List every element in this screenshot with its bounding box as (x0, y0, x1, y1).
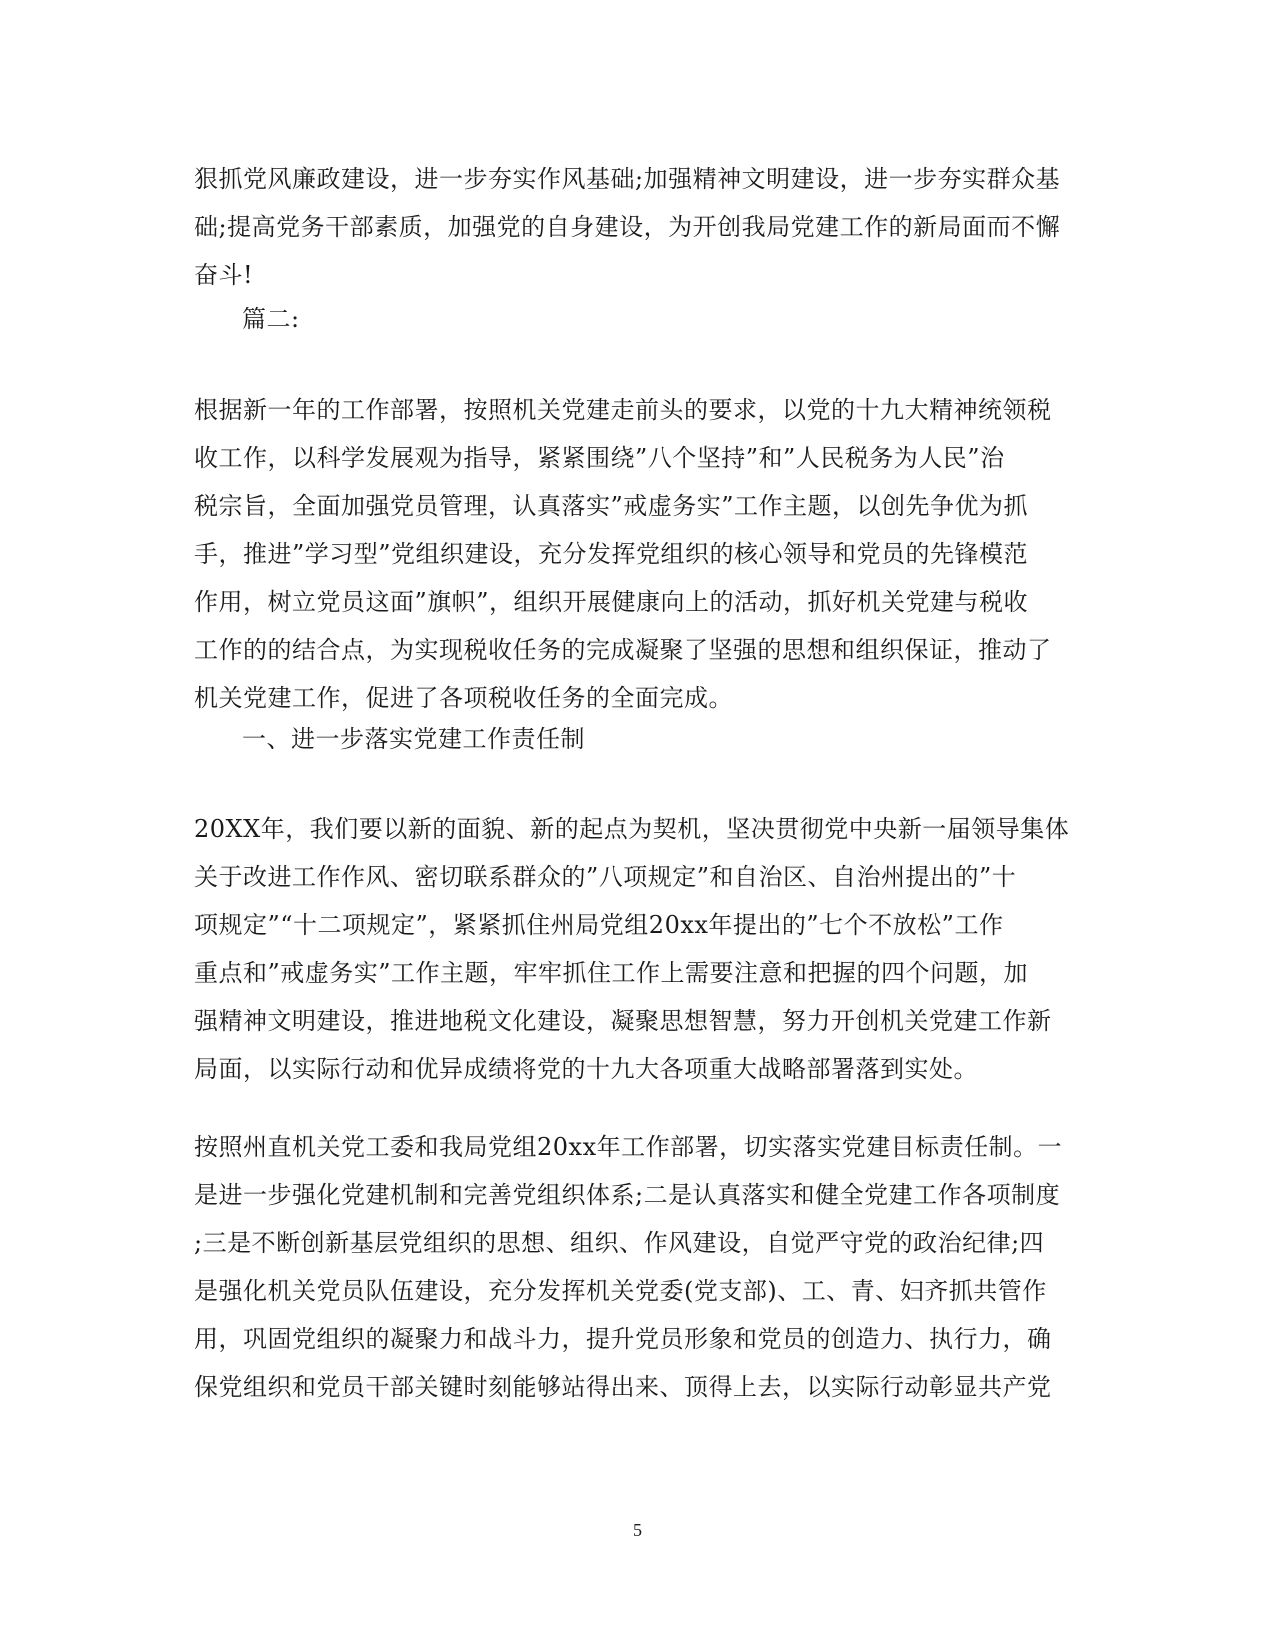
text-line: 是进一步强化党建机制和完善党组织体系;二是认真落实和健全党建工作各项制度 (194, 1181, 1061, 1209)
text-line: 用，巩固党组织的凝聚力和战斗力，提升党员形象和党员的创造力、执行力，确 (194, 1325, 1052, 1353)
text-line: 工作的的结合点，为实现税收任务的完成凝聚了坚强的思想和组织保证，推动了 (194, 636, 1052, 664)
section-label-text: 篇二: (242, 305, 300, 333)
text-line: 作用，树立党员这面”旗帜”，组织开展健康向上的活动，抓好机关党建与税收 (194, 588, 1029, 616)
heading-1-text: 一、进一步落实党建工作责任制 (242, 725, 585, 753)
text-line: 狠抓党风廉政建设，进一步夯实作风基础;加强精神文明建设，进一步夯实群众基 (194, 165, 1061, 193)
text-line: 重点和”戒虚务实”工作主题，牢牢抓住工作上需要注意和把握的四个问题，加 (194, 959, 1029, 987)
text-line: 手，推进”学习型”党组织建设，充分发挥党组织的核心领导和党员的先锋模范 (194, 540, 1029, 568)
text-line: 是强化机关党员队伍建设，充分发挥机关党委(党支部)、工、青、妇齐抓共管作 (194, 1277, 1047, 1305)
text-line: 强精神文明建设，推进地税文化建设，凝聚思想智慧，努力开创机关党建工作新 (194, 1007, 1052, 1035)
text-line: 础;提高党务干部素质，加强党的自身建设，为开创我局党建工作的新局面而不懈 (194, 213, 1061, 241)
paragraph-1 (194, 155, 1074, 299)
page-number: 5 (633, 1520, 642, 1540)
paragraph-4 (194, 1123, 1074, 1411)
text-line: 20XX年，我们要以新的面貌、新的起点为契机，坚决贯彻党中央新一届领导集体 (194, 815, 1070, 843)
text-line: 机关党建工作，促进了各项税收任务的全面完成。 (194, 684, 733, 712)
heading-1 (194, 715, 1074, 763)
text-line: 按照州直机关党工委和我局党组20xx年工作部署，切实落实党建目标责任制。一 (194, 1133, 1063, 1161)
text-line: 奋斗! (194, 261, 254, 289)
paragraph-2 (194, 386, 1074, 722)
text-line: 税宗旨，全面加强党员管理，认真落实”戒虚务实”工作主题，以创先争优为抓 (194, 492, 1029, 520)
text-line: 局面，以实际行动和优异成绩将党的十九大各项重大战略部署落到实处。 (194, 1055, 978, 1083)
text-line: 关于改进工作作风、密切联系群众的”八项规定”和自治区、自治州提出的”十 (194, 863, 1017, 891)
text-line: ;三是不断创新基层党组织的思想、组织、作风建设，自觉严守党的政治纪律;四 (194, 1229, 1045, 1257)
paragraph-3 (194, 805, 1074, 1093)
text-line: 项规定”“十二项规定”，紧紧抓住州局党组20xx年提出的”七个不放松”工作 (194, 911, 1004, 939)
text-line: 收工作，以科学发展观为指导，紧紧围绕”八个坚持”和”人民税务为人民”治 (194, 444, 1005, 472)
text-line: 保党组织和党员干部关键时刻能够站得出来、顶得上去，以实际行动彰显共产党 (194, 1373, 1052, 1401)
section-label (194, 295, 1074, 343)
text-line: 根据新一年的工作部署，按照机关党建走前头的要求，以党的十九大精神统领税 (194, 396, 1052, 424)
